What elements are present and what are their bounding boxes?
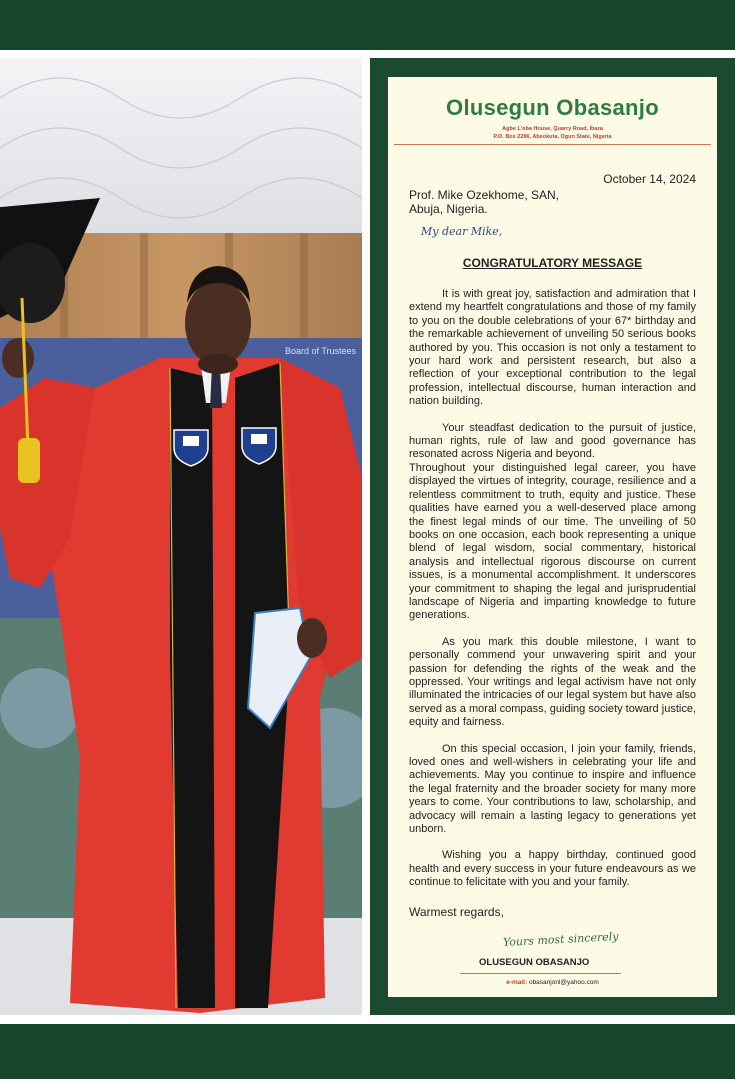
body-paragraph: Wishing you a happy birthday, continued good health and every success in your future endeavours as we continue to felicitate with you and your family.: [409, 849, 696, 889]
letter-body: [409, 288, 696, 903]
closing: Warmest regards,: [409, 905, 504, 919]
letterhead-name: Olusegun Obasanjo: [446, 95, 659, 120]
body-paragraph: On this special occasion, I join your family, friends, loved ones and well-wishers in celebrating your life and achievements. May you continue to inspire and influence the legal fraternity and the broader society for many more years to come. Your contributions to law, scholarship, and advocacy will remain a lasting legacy to generations yet unborn.: [409, 742, 696, 836]
letterhead-divider: [394, 144, 711, 145]
letter-page: [388, 77, 717, 997]
body-paragraph: As you mark this double milestone, I want to personally commend your unwavering spirit and your passion for defending the rights of the weak and the oppressed. Your writings and legal activism have not only illuminated the intricacies of our legal system but have also served as a moral compass, guiding society toward justice, equity and fairness.: [409, 635, 696, 729]
letter-date: October 14, 2024: [603, 172, 696, 186]
letterhead-address-line2: P.O. Box 2286, Abeokuta, Ogun State, Nigeria: [493, 134, 612, 140]
signatory-name: OLUSEGUN OBASANJO: [479, 957, 590, 968]
signature-divider: [460, 973, 621, 974]
handwritten-salutation: My dear Mike,: [421, 225, 503, 238]
handwritten-valediction: Yours most sincerely: [502, 929, 619, 950]
recipient-line2: Abuja, Nigeria.: [409, 202, 488, 216]
letterhead-address-line1: Agbe L'oba House, Quarry Road, Ibara: [502, 126, 603, 132]
board-text: Board of Trustees: [285, 346, 357, 356]
top-green-band: [0, 0, 735, 50]
recipient-line1: Prof. Mike Ozekhome, SAN,: [409, 188, 560, 202]
body-paragraph: Your steadfast dedication to the pursuit of justice, human rights, rule of law and good governance has resonated across Nigeria and beyond.: [409, 421, 696, 461]
footer-email: [388, 979, 717, 986]
email-label: e-mail:: [506, 979, 528, 986]
email-address[interactable]: obasanjonl@yahoo.com: [528, 979, 599, 986]
portrait-photo: [0, 58, 362, 1015]
bottom-green-band: [0, 1024, 735, 1079]
letter-heading: CONGRATULATORY MESSAGE: [462, 256, 643, 270]
body-paragraph: It is with great joy, satisfaction and admiration that I extend my heartfelt congratulations and those of my family to you on the double celebrations of your 67* birthday and the remarkable achievement of unveiling 50 serious books authored by you. This occasion is not only a testament to your hard work and persistent research, but also a reflection of your exceptional contribution to the legal profession, intellectual discourse, human interaction and nation building.: [409, 288, 696, 408]
body-paragraph: Throughout your distinguished legal career, you have displayed the virtues of integrity, courage, resilience and a relentless commitment to truth, equity and justice. These qualities have earned you a well-deserved place among the finest legal minds of our time. The unveiling of 50 books on one occasion, each book representing a unique blend of legal wisdom, social commentary, historical analysis and intellectual rigorous discourse on current issues, is a monumental accomplishment. It underscores your commitment to shaping the legal and jurisprudential landscape of Nigeria and imparting knowledge to future generations.: [409, 461, 696, 622]
